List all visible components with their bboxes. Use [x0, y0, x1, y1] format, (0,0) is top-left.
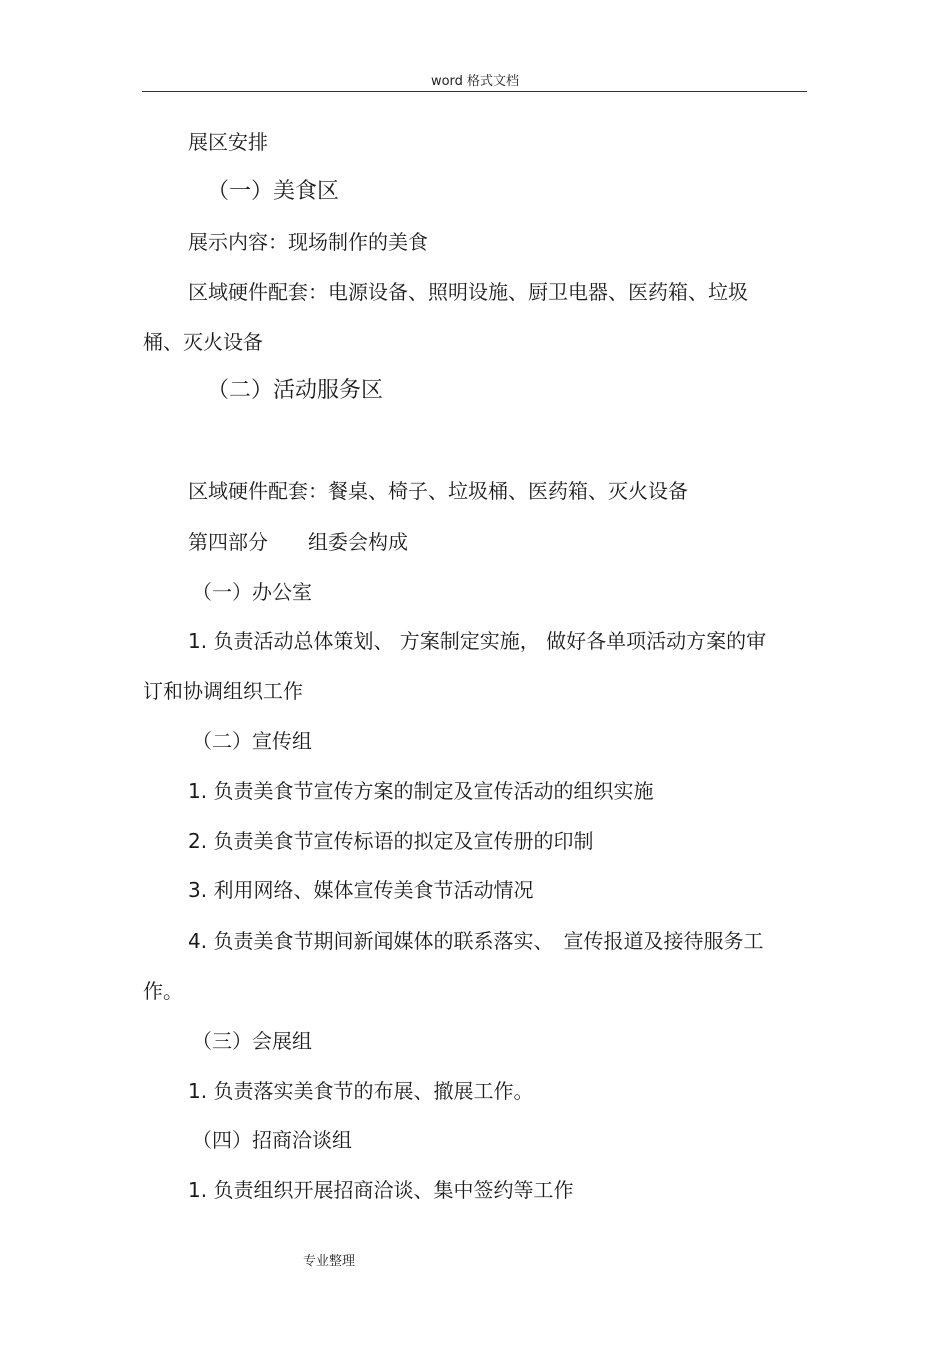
list-item: 3. 利用网络、媒体宣传美食节活动情况 — [188, 878, 534, 902]
section-heading-part-four: 第四部分 组委会构成 — [188, 530, 408, 554]
list-item: 1. 负责落实美食节的布展、撤展工作。 — [188, 1079, 534, 1103]
list-item: 2. 负责美食节宣传标语的拟定及宣传册的印制 — [188, 829, 594, 853]
paragraph-line: 区域硬件配套：电源设备、照明设施、厨卫电器、医药箱、垃圾 — [188, 280, 748, 304]
subheading-office: （一）办公室 — [192, 580, 312, 604]
paragraph-line: 订和协调组织工作 — [143, 679, 303, 703]
paragraph-line: 作。 — [143, 979, 183, 1003]
subheading-food-area: （一）美食区 — [207, 179, 340, 204]
header-title: word 格式文档 — [430, 74, 520, 89]
header-divider — [142, 91, 807, 92]
section-heading-exhibition-areas: 展区安排 — [188, 130, 268, 154]
list-item: 1. 负责活动总体策划、 方案制定实施， 做好各单项活动方案的审 — [188, 629, 767, 653]
paragraph-line: 区域硬件配套：餐桌、椅子、垃圾桶、医药箱、灭火设备 — [188, 479, 688, 503]
list-item: 1. 负责组织开展招商洽谈、集中签约等工作 — [188, 1178, 574, 1202]
subheading-service-area: （二）活动服务区 — [207, 378, 384, 403]
list-item: 1. 负责美食节宣传方案的制定及宣传活动的组织实施 — [188, 779, 654, 803]
paragraph-line: 桶、灭火设备 — [143, 330, 263, 354]
subheading-investment-group: （四）招商洽谈组 — [192, 1128, 352, 1152]
page-footer: 专业整理 — [303, 1254, 356, 1269]
subheading-exhibition-group: （三）会展组 — [192, 1029, 312, 1053]
paragraph-line: 展示内容：现场制作的美食 — [188, 230, 428, 254]
subheading-publicity-group: （二）宣传组 — [192, 729, 312, 753]
list-item: 4. 负责美食节期间新闻媒体的联系落实、 宣传报道及接待服务工 — [188, 929, 764, 953]
